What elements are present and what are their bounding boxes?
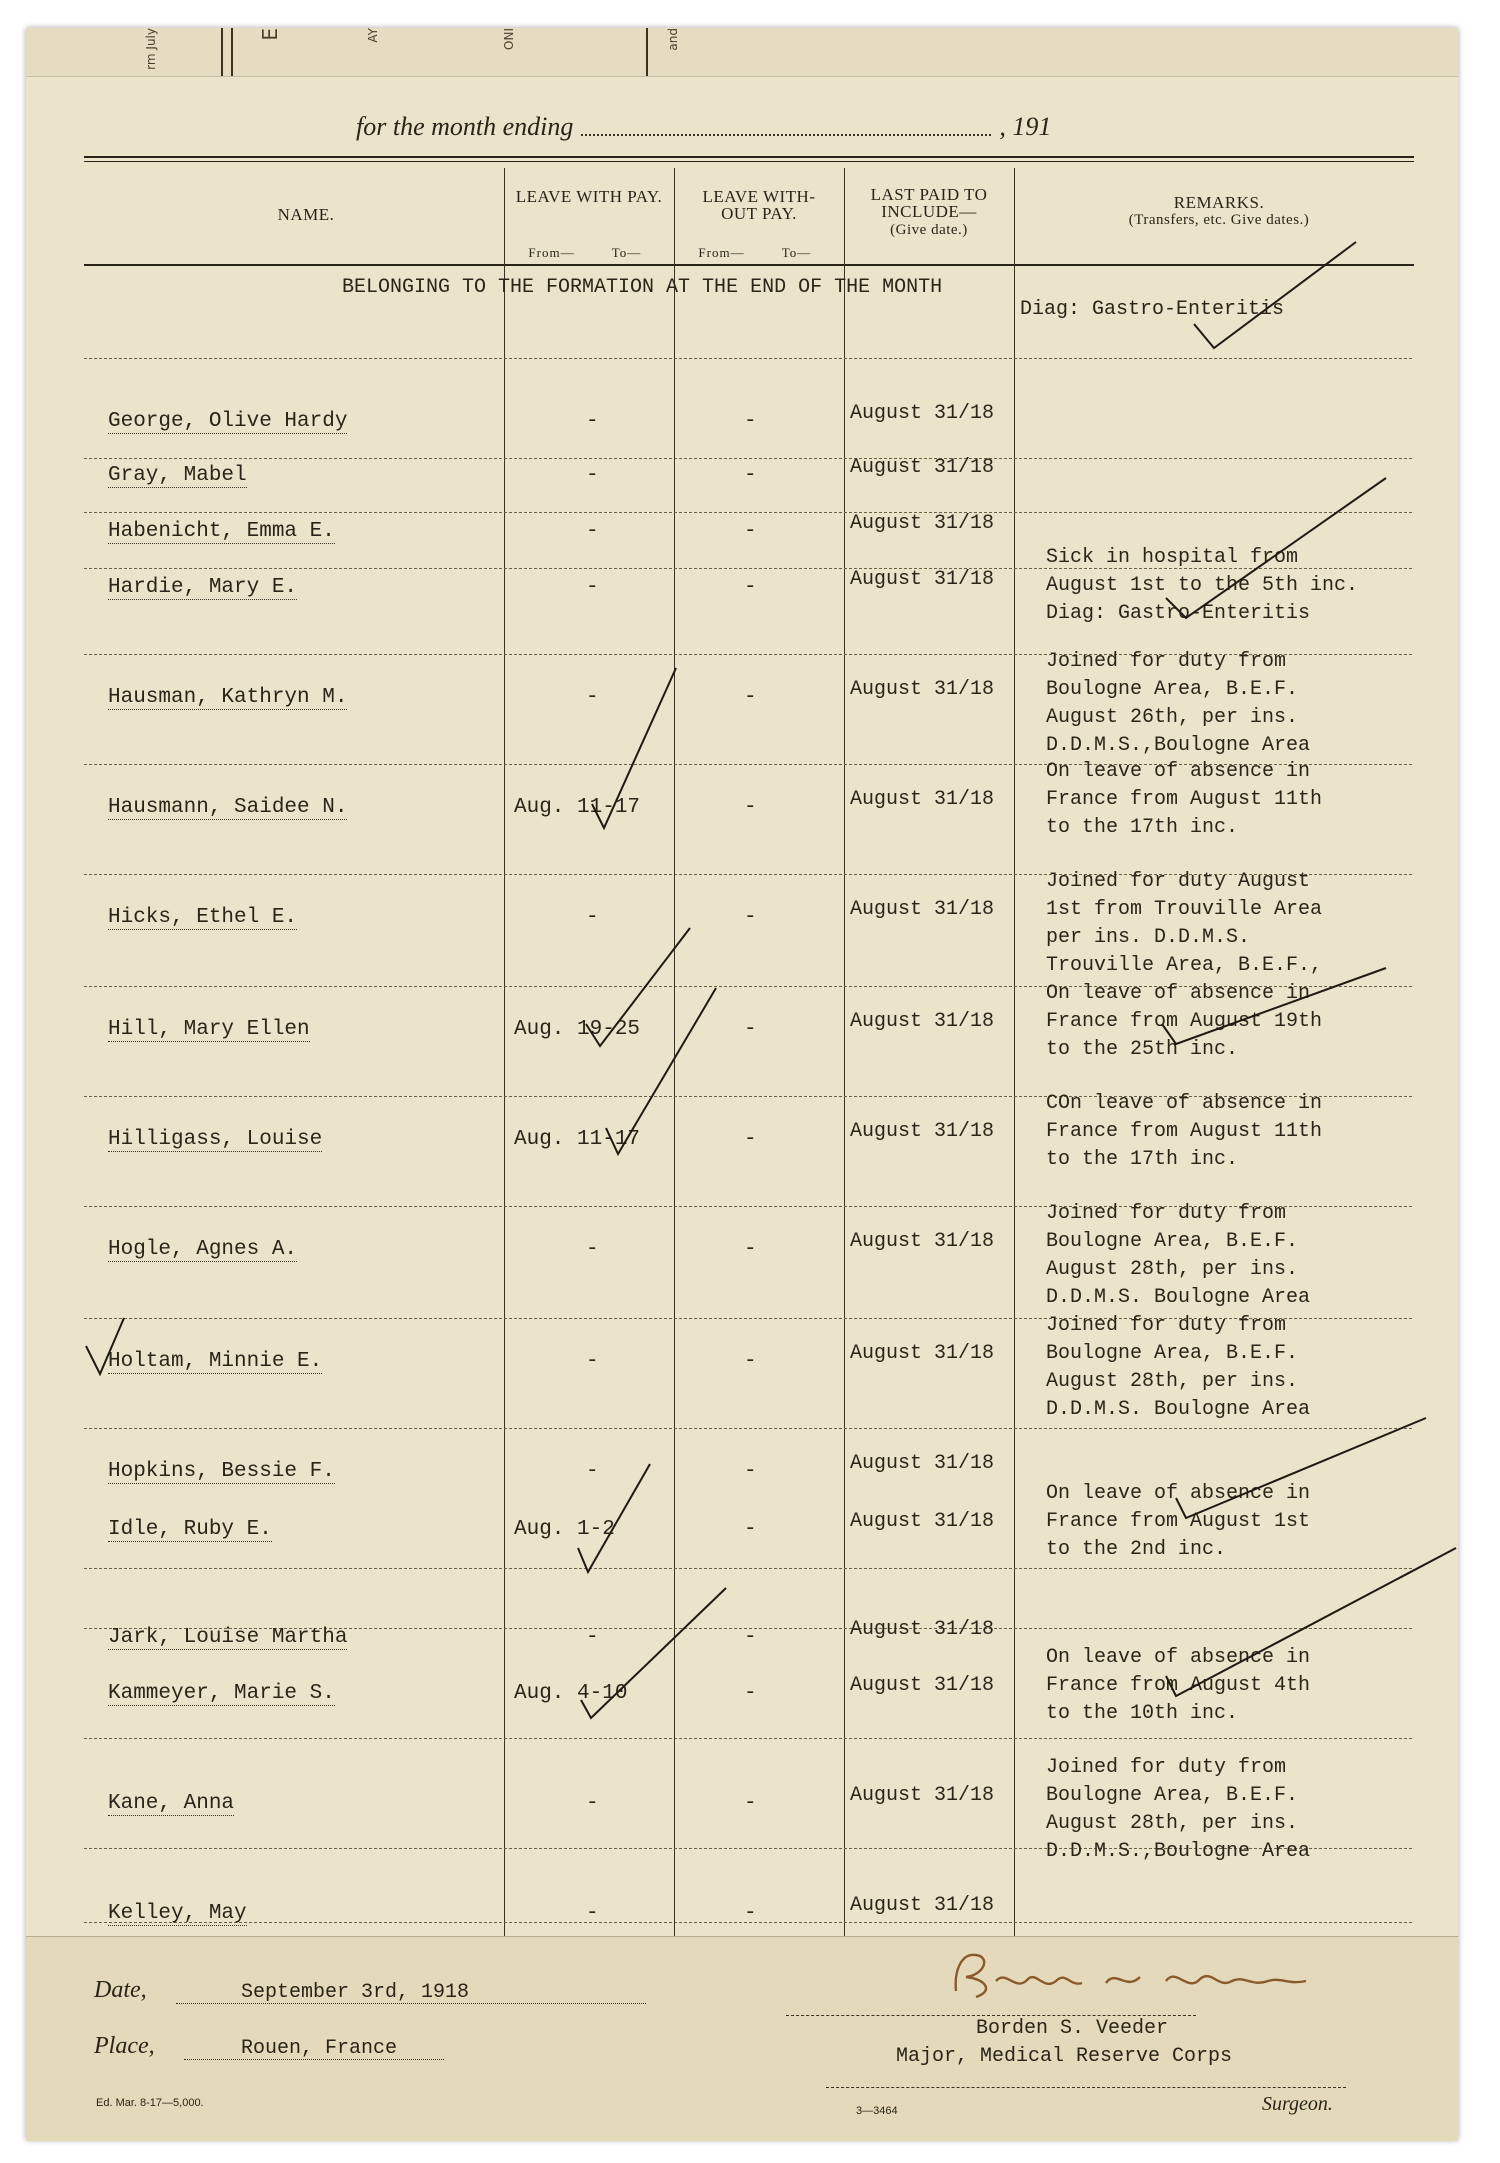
- row-leave-with-pay: Aug. 11-17: [514, 1128, 641, 1151]
- month-suffix: , 191: [999, 112, 1052, 141]
- row-name: [108, 1518, 272, 1541]
- row-remark-line: D.D.M.S. Boulogne Area: [1046, 1398, 1311, 1421]
- section-title: BELONGING TO THE FORMATION AT THE END OF THE MONTH: [342, 276, 943, 299]
- roster-sheet: [26, 28, 1458, 2140]
- row-name: [108, 796, 347, 819]
- row-name-text: Jark, Louise Martha: [108, 1626, 348, 1649]
- row-remark-line: August 26th, per ins.: [1046, 706, 1299, 729]
- handwritten-signature: [936, 1941, 1356, 2011]
- row-remark-line: Joined for duty from: [1046, 1202, 1287, 1225]
- row-leave-without-pay: -: [744, 906, 757, 929]
- row-remark-line: per ins. D.D.M.S.: [1046, 926, 1251, 949]
- row-leave-with-pay: -: [586, 906, 599, 929]
- row-leave-without-pay: -: [744, 410, 757, 433]
- row-remark-line: On leave of absence in: [1046, 760, 1311, 783]
- month-prefix: for the month ending: [356, 112, 574, 141]
- column-divider: [504, 168, 505, 1936]
- row-remark-line: to the 17th inc.: [1046, 816, 1239, 839]
- row-remark-line: COn leave of absence in: [1046, 1092, 1323, 1115]
- row-name: [108, 686, 347, 709]
- row-remark-line: D.D.M.S. Boulogne Area: [1046, 1286, 1311, 1309]
- folded-text-fragment: rm July: [144, 28, 158, 70]
- row-last-paid: August 31/18: [850, 1784, 995, 1807]
- row-name: [108, 1460, 335, 1483]
- header-remarks: REMARKS.: [1173, 193, 1265, 212]
- row-remark-line: to the 2nd inc.: [1046, 1538, 1227, 1561]
- row-leave-without-pay: -: [744, 796, 757, 819]
- header-leave-with-pay: LEAVE WITH PAY.: [515, 187, 663, 206]
- row-leave-with-pay: -: [586, 410, 599, 433]
- row-name: [108, 520, 335, 543]
- row-name-text: Hicks, Ethel E.: [108, 906, 298, 929]
- row-name: [108, 1792, 234, 1815]
- row-leave-with-pay: -: [586, 1460, 599, 1483]
- row-last-paid: August 31/18: [850, 898, 995, 921]
- row-name: [108, 906, 297, 929]
- row-rule: [84, 358, 1412, 359]
- row-name-text: Habenicht, Emma E.: [108, 520, 335, 543]
- row-last-paid: August 31/18: [850, 788, 995, 811]
- row-last-paid: August 31/18: [850, 1894, 995, 1917]
- folded-text-fragment: ONI: [502, 28, 516, 50]
- row-leave-with-pay: -: [586, 464, 599, 487]
- row-remark-line: France from August 11th: [1046, 788, 1323, 811]
- row-leave-without-pay: -: [744, 1682, 757, 1705]
- divider: [231, 28, 233, 76]
- row-remark-line: France from August 11th: [1046, 1120, 1323, 1143]
- row-leave-with-pay: -: [586, 1626, 599, 1649]
- row-name: [108, 1128, 322, 1151]
- row-leave-without-pay: -: [744, 1518, 757, 1541]
- checkmark: [1194, 242, 1356, 348]
- row-rule: [84, 1568, 1412, 1569]
- header-from: From—: [528, 245, 575, 260]
- date-value: September 3rd, 1918: [241, 1981, 470, 2004]
- row-leave-without-pay: -: [744, 1902, 757, 1925]
- month-ending-line: [356, 112, 1051, 142]
- row-last-paid: August 31/18: [850, 1342, 995, 1365]
- form-number: 3—3464: [856, 2105, 898, 2117]
- header-from: From—: [698, 245, 745, 260]
- header-leave-without-pay-1: LEAVE WITH-: [702, 187, 816, 206]
- row-last-paid: August 31/18: [850, 1618, 995, 1641]
- row-name: [108, 1902, 247, 1925]
- row-leave-with-pay: Aug. 19-25: [514, 1018, 641, 1041]
- row-last-paid: August 31/18: [850, 512, 995, 535]
- row-leave-with-pay: -: [586, 576, 599, 599]
- divider: [646, 28, 648, 76]
- row-name-text: Hausman, Kathryn M.: [108, 686, 348, 709]
- row-name-text: Holtam, Minnie E.: [108, 1350, 323, 1373]
- row-last-paid: August 31/18: [850, 1010, 995, 1033]
- row-remark-line: Boulogne Area, B.E.F.: [1046, 1230, 1299, 1253]
- row-leave-with-pay: -: [586, 1792, 599, 1815]
- row-name-text: Hopkins, Bessie F.: [108, 1460, 335, 1483]
- row-remark-line: to the 25th inc.: [1046, 1038, 1239, 1061]
- row-last-paid: August 31/18: [850, 1510, 995, 1533]
- row-remark-line: France from August 19th: [1046, 1010, 1323, 1033]
- row-name: [108, 1238, 297, 1261]
- folded-text-fragment: AY: [366, 28, 380, 43]
- row-last-paid: August 31/18: [850, 1230, 995, 1253]
- row-rule: [84, 458, 1412, 459]
- header-rule-top-inner: [84, 161, 1414, 162]
- row-leave-with-pay: -: [586, 1350, 599, 1373]
- row-leave-without-pay: -: [744, 576, 757, 599]
- header-last-paid-3: (Give date.): [890, 222, 968, 238]
- row-leave-with-pay: -: [586, 1238, 599, 1261]
- signature-line: [786, 2015, 1196, 2016]
- header-rule-bottom: [84, 264, 1414, 266]
- column-divider: [674, 168, 675, 1936]
- row-leave-without-pay: -: [744, 686, 757, 709]
- row-remark-line: Joined for duty August: [1046, 870, 1311, 893]
- row-name-text: Hardie, Mary E.: [108, 576, 298, 599]
- row-last-paid: August 31/18: [850, 456, 995, 479]
- surgeon-label: Surgeon.: [1262, 2093, 1333, 2115]
- row-rule: [84, 1738, 1412, 1739]
- row-remark-line: Boulogne Area, B.E.F.: [1046, 678, 1299, 701]
- row-name-text: Kelley, May: [108, 1902, 247, 1925]
- row-remark-line: On leave of absence in: [1046, 982, 1311, 1005]
- column-divider: [844, 168, 845, 1936]
- row-rule: [84, 512, 1412, 513]
- signer-title: Major, Medical Reserve Corps: [896, 2045, 1233, 2068]
- row-name: [108, 464, 247, 487]
- signature-footer: [26, 1936, 1458, 2141]
- row-name: [108, 410, 347, 433]
- row-name: [108, 1350, 322, 1373]
- row-leave-without-pay: -: [744, 1460, 757, 1483]
- header-last-paid-2: INCLUDE—: [881, 202, 977, 221]
- row-leave-without-pay: -: [744, 1350, 757, 1373]
- title-line: [826, 2087, 1346, 2088]
- divider: [221, 28, 223, 76]
- place-label: Place,: [94, 2033, 155, 2059]
- row-remark-line: Sick in hospital from: [1046, 546, 1299, 569]
- folded-top-strip: [26, 28, 1458, 77]
- row-remark-line: August 1st to the 5th inc.: [1046, 574, 1359, 597]
- row-name: [108, 1682, 335, 1705]
- row-leave-without-pay: -: [744, 1238, 757, 1261]
- row-name: [108, 576, 297, 599]
- row-last-paid: August 31/18: [850, 568, 995, 591]
- column-divider: [1014, 168, 1015, 1936]
- row-leave-without-pay: -: [744, 1792, 757, 1815]
- row-last-paid: August 31/18: [850, 402, 995, 425]
- row-last-paid: August 31/18: [850, 1452, 995, 1475]
- row-remark-line: On leave of absence in: [1046, 1482, 1311, 1505]
- row-remark-line: 1st from Trouville Area: [1046, 898, 1323, 921]
- row-remark-line: to the 10th inc.: [1046, 1702, 1239, 1725]
- row-remark-line: to the 17th inc.: [1046, 1148, 1239, 1171]
- row-leave-without-pay: -: [744, 1626, 757, 1649]
- row-last-paid: August 31/18: [850, 678, 995, 701]
- row-remark-line: France from August 1st: [1046, 1510, 1311, 1533]
- folded-text-fragment: and: [666, 28, 680, 51]
- row-name-text: Kane, Anna: [108, 1792, 235, 1815]
- row-name: [108, 1626, 347, 1649]
- signer-name: Borden S. Veeder: [976, 2017, 1169, 2040]
- row-remark-line: On leave of absence in: [1046, 1646, 1311, 1669]
- row-remark-line: August 28th, per ins.: [1046, 1812, 1299, 1835]
- row-remark-line: D.D.M.S.,Boulogne Area: [1046, 1840, 1311, 1863]
- row-remark-line: Diag: Gastro-Enteritis: [1046, 602, 1311, 625]
- row-name-text: Hill, Mary Ellen: [108, 1018, 310, 1041]
- section-remark: Diag: Gastro-Enteritis: [1020, 298, 1285, 321]
- row-name-text: Hogle, Agnes A.: [108, 1238, 298, 1261]
- row-name-text: Hilligass, Louise: [108, 1128, 323, 1151]
- row-remark-line: Boulogne Area, B.E.F.: [1046, 1342, 1299, 1365]
- header-to: To—: [611, 245, 642, 260]
- row-leave-with-pay: -: [586, 1902, 599, 1925]
- row-leave-with-pay: Aug. 1-2: [514, 1518, 615, 1541]
- row-name-text: Hausmann, Saidee N.: [108, 796, 348, 819]
- row-last-paid: August 31/18: [850, 1120, 995, 1143]
- row-leave-without-pay: -: [744, 1128, 757, 1151]
- row-leave-with-pay: -: [586, 520, 599, 543]
- row-name-text: Kammeyer, Marie S.: [108, 1682, 335, 1705]
- row-remark-line: August 28th, per ins.: [1046, 1370, 1299, 1393]
- header-to: To—: [781, 245, 812, 260]
- row-leave-without-pay: -: [744, 1018, 757, 1041]
- row-name-text: Gray, Mabel: [108, 464, 247, 487]
- row-last-paid: August 31/18: [850, 1674, 995, 1697]
- header-last-paid-1: LAST PAID TO: [870, 185, 988, 204]
- date-label: Date,: [94, 1977, 147, 2003]
- header-remarks-sub: (Transfers, etc. Give dates.): [1128, 212, 1310, 228]
- place-value: Rouen, France: [241, 2037, 398, 2060]
- header-leave-without-pay-2: OUT PAY.: [721, 204, 797, 223]
- row-remark-line: Joined for duty from: [1046, 650, 1287, 673]
- header-name: NAME.: [277, 205, 335, 224]
- row-leave-without-pay: -: [744, 464, 757, 487]
- month-fill-line: [581, 134, 991, 136]
- edition-note: Ed. Mar. 8-17—5,000.: [96, 2097, 204, 2109]
- row-remark-line: Joined for duty from: [1046, 1756, 1287, 1779]
- row-remark-line: France from August 4th: [1046, 1674, 1311, 1697]
- row-leave-without-pay: -: [744, 520, 757, 543]
- row-remark-line: Joined for duty from: [1046, 1314, 1287, 1337]
- row-name-text: George, Olive Hardy: [108, 410, 348, 433]
- row-leave-with-pay: Aug. 4-10: [514, 1682, 628, 1705]
- row-remark-line: D.D.M.S.,Boulogne Area: [1046, 734, 1311, 757]
- row-name: [108, 1018, 310, 1041]
- row-rule: [84, 1428, 1412, 1429]
- row-name-text: Idle, Ruby E.: [108, 1518, 272, 1541]
- row-remark-line: August 28th, per ins.: [1046, 1258, 1299, 1281]
- row-remark-line: Trouville Area, B.E.F.,: [1046, 954, 1323, 977]
- row-leave-with-pay: Aug. 11-17: [514, 796, 641, 819]
- header-rule-top: [84, 156, 1414, 158]
- row-remark-line: Boulogne Area, B.E.F.: [1046, 1784, 1299, 1807]
- row-leave-with-pay: -: [586, 686, 599, 709]
- folded-text-fragment: E: [258, 28, 282, 41]
